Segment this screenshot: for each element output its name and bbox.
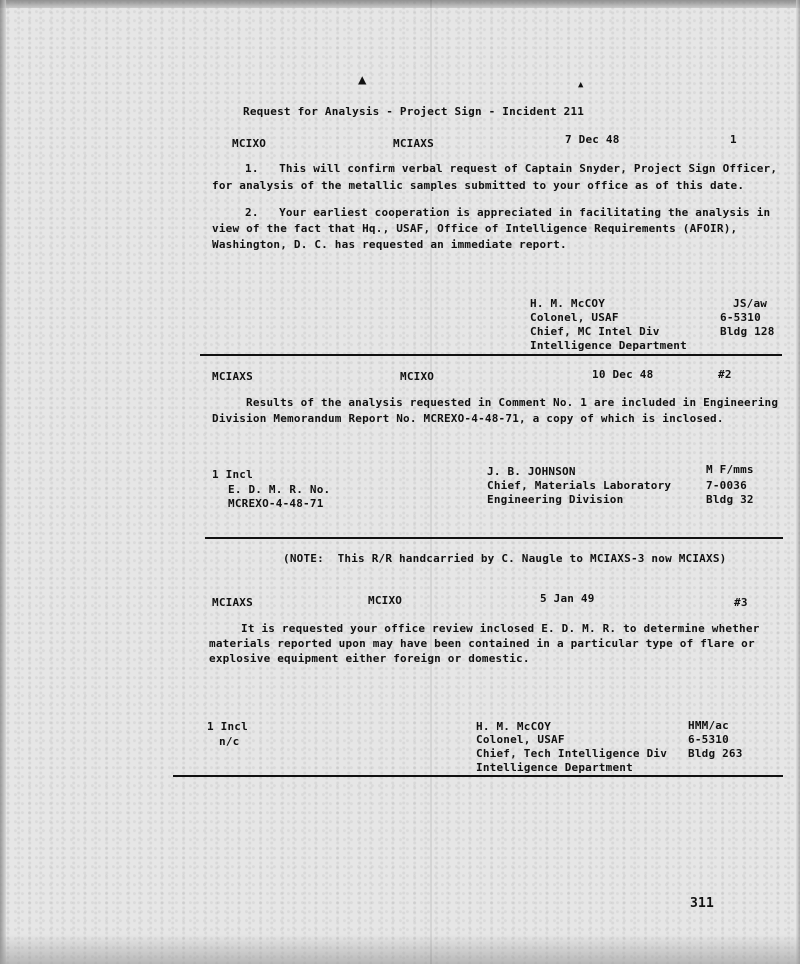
- comment2-to: MCIXO: [400, 370, 435, 383]
- comment1-para2-line3: Washington, D. C. has requested an immediate report.: [212, 238, 567, 251]
- comment3-from: MCIAXS: [212, 596, 253, 609]
- comment1-para1-line2: for analysis of the metallic samples submitted to your office as of this date.: [212, 179, 745, 192]
- header-from: MCIXO: [232, 137, 267, 150]
- comment1-signer-rank: Colonel, USAF: [530, 311, 619, 324]
- comment2-date: 10 Dec 48: [592, 368, 654, 381]
- punch-mark: ▲: [578, 80, 584, 90]
- comment2-signer-title: Chief, Materials Laboratory: [487, 479, 672, 492]
- comment3-signer-title: Chief, Tech Intelligence Div: [476, 747, 668, 760]
- comment2-from: MCIAXS: [212, 370, 253, 383]
- comment2-ref-building: Bldg 32: [706, 493, 754, 506]
- document-title: Request for Analysis - Project Sign - Incident 211: [243, 105, 585, 118]
- comment2-ref-initials: M F/mms: [706, 463, 754, 476]
- punch-mark: ▲: [358, 72, 367, 88]
- comment3-date: 5 Jan 49: [540, 592, 595, 605]
- page-number: 311: [690, 896, 715, 911]
- comment1-ref-building: Bldg 128: [720, 325, 775, 338]
- comment2-body-line1: Results of the analysis requested in Comment No. 1 are included in Engineering: [246, 396, 779, 409]
- comment3-signer-rank: Colonel, USAF: [476, 733, 565, 746]
- comment1-ref-initials: JS/aw: [733, 297, 768, 310]
- section-divider: [173, 775, 783, 777]
- comment3-ref-building: Bldg 263: [688, 747, 743, 760]
- comment1-signer-title: Chief, MC Intel Div: [530, 325, 660, 338]
- comment3-ref-phone: 6-5310: [688, 733, 729, 746]
- comment3-inclosure-note: n/c: [219, 735, 240, 748]
- handcarry-note: (NOTE: This R/R handcarried by C. Naugle to MCIAXS-3 now MCIAXS): [283, 552, 727, 565]
- comment3-body-line3: explosive equipment either foreign or domestic.: [209, 652, 530, 665]
- comment1-para2-line1: 2. Your earliest cooperation is appreciated in facilitating the analysis in: [245, 206, 771, 219]
- comment2-signer-name: J. B. JOHNSON: [487, 465, 576, 478]
- comment2-number: #2: [718, 368, 732, 381]
- section-divider: [200, 354, 782, 356]
- comment3-signer-dept: Intelligence Department: [476, 761, 633, 774]
- comment2-ref-phone: 7-0036: [706, 479, 747, 492]
- comment3-number: #3: [734, 596, 748, 609]
- comment1-signer-dept: Intelligence Department: [530, 339, 687, 352]
- section-divider: [205, 537, 783, 539]
- header-date: 7 Dec 48: [565, 133, 620, 146]
- comment3-body-line2: materials reported upon may have been contained in a particular type of flare or: [209, 637, 755, 650]
- comment1-para1-line1: 1. This will confirm verbal request of Captain Snyder, Project Sign Officer,: [245, 162, 778, 175]
- comment3-signer-name: H. M. McCOY: [476, 720, 552, 733]
- comment3-to: MCIXO: [368, 594, 403, 607]
- comment2-inclosure-title: E. D. M. R. No.: [228, 483, 331, 496]
- comment2-body-line2: Division Memorandum Report No. MCREXO-4-48-71, a copy of which is inclosed.: [212, 412, 724, 425]
- header-number: 1: [730, 133, 737, 146]
- comment3-inclosure-count: 1 Incl: [207, 720, 248, 733]
- comment3-body-line1: It is requested your office review inclosed E. D. M. R. to determine whether: [241, 622, 760, 635]
- comment2-inclosure-number: MCREXO-4-48-71: [228, 497, 324, 510]
- comment1-ref-phone: 6-5310: [720, 311, 761, 324]
- comment3-ref-initials: HMM/ac: [688, 719, 729, 732]
- comment1-signer-name: H. M. McCOY: [530, 297, 606, 310]
- comment1-para2-line2: view of the fact that Hq., USAF, Office of Intelligence Requirements (AFOIR),: [212, 222, 738, 235]
- header-to: MCIAXS: [393, 137, 434, 150]
- comment2-inclosure-count: 1 Incl: [212, 468, 253, 481]
- comment2-signer-division: Engineering Division: [487, 493, 624, 506]
